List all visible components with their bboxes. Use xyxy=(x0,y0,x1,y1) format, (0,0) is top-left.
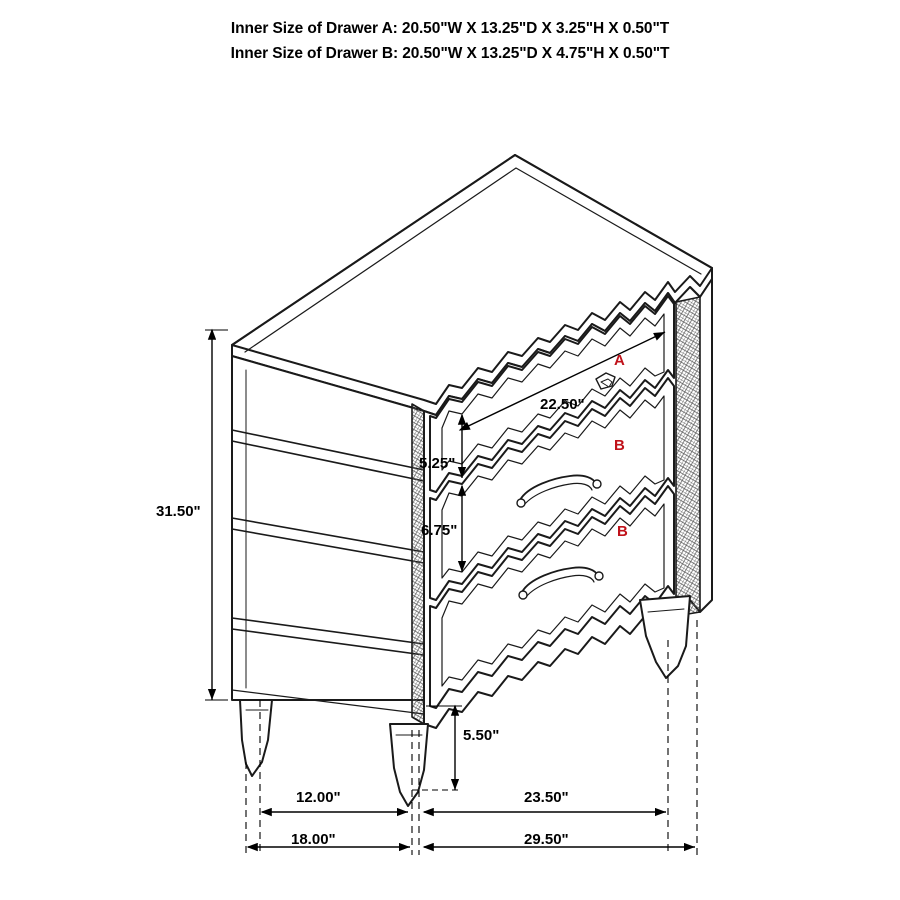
dim-label-drawer-a-height: 5.25" xyxy=(419,455,456,472)
dim-label-front-width: 23.50" xyxy=(524,789,569,806)
drawer-marker-b1: B xyxy=(614,437,625,454)
dim-label-overall-depth: 18.00" xyxy=(291,831,336,848)
dim-label-leg-height: 5.50" xyxy=(463,727,500,744)
dim-label-drawer-width: 22.50" xyxy=(540,396,585,413)
left-mesh-column xyxy=(412,404,424,724)
drawer-marker-b2: B xyxy=(617,523,628,540)
drawer-marker-a: A xyxy=(614,352,625,369)
leg-front-right xyxy=(640,596,690,678)
cabinet-body xyxy=(232,155,712,806)
dim-label-overall-width: 29.50" xyxy=(524,831,569,848)
leg-front-left xyxy=(390,724,428,806)
drawer-b-inner-size-text: Inner Size of Drawer B: 20.50"W X 13.25"D X 4.75"H X 0.50"T xyxy=(230,45,670,62)
drawer-a-inner-size-text: Inner Size of Drawer A: 20.50"W X 13.25"D X 3.25"H X 0.50"T xyxy=(230,20,670,37)
right-mesh-column xyxy=(676,297,700,616)
dim-label-overall-height: 31.50" xyxy=(156,503,201,520)
dim-label-drawer-b-height: 6.75" xyxy=(421,522,458,539)
dim-label-side-depth-front: 12.00" xyxy=(296,789,341,806)
cabinet-left-side xyxy=(232,356,424,700)
leg-rear-left xyxy=(240,700,272,776)
